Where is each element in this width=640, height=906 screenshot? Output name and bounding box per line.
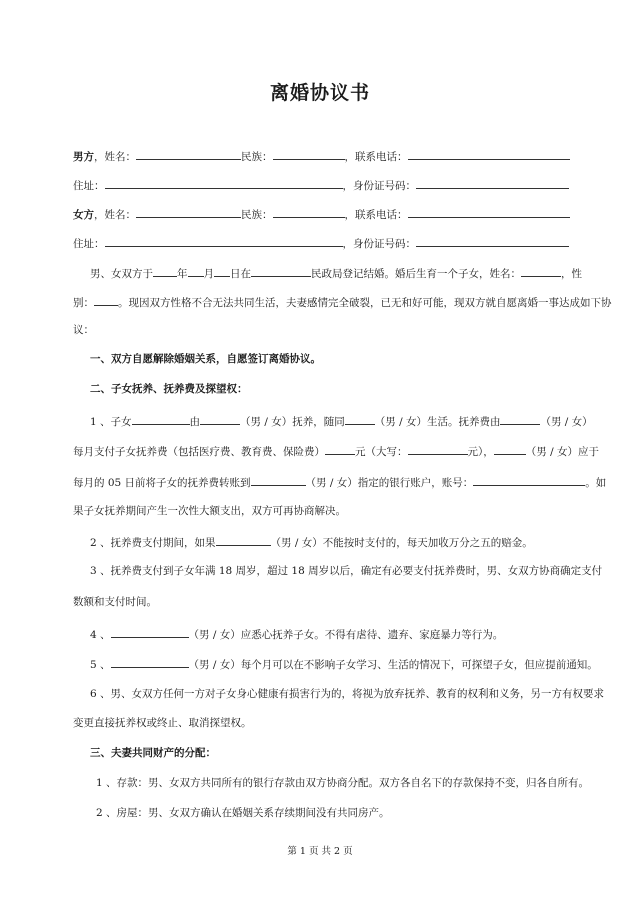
- wife-phone-field[interactable]: [408, 206, 570, 218]
- husband-address-field[interactable]: [105, 177, 343, 189]
- clause-1-line-1: 1 、子女 由 （男 / 女）抚养，随同 （男 / 女）生活。抚养费由 （男 / 女）: [90, 413, 590, 429]
- registry-office-field[interactable]: [251, 265, 311, 277]
- child-name-field[interactable]: [521, 265, 561, 277]
- wife-address-row: 住址： ，身份证号码：: [73, 235, 573, 251]
- marriage-year-field[interactable]: [153, 265, 177, 277]
- clause-3-line-2: 数额和支付时间。: [73, 596, 157, 608]
- section-3-heading: 三、夫妻共同财产的分配：: [90, 747, 216, 759]
- intro-line-1: 男、女双方于 年 月 日在 民政局登记结婚。婚后生育一个子女，姓名： ，性: [90, 265, 590, 281]
- clause-1-line-3: 每月的 05 日前将子女的抚养费转账到 （男 / 女）指定的银行账户，账号： 。如: [73, 474, 573, 490]
- husband-address-row: 住址： ，身份证号码：: [73, 177, 573, 193]
- late-payer-field[interactable]: [216, 534, 271, 546]
- bank-account-field[interactable]: [473, 474, 585, 486]
- receiving-party-field[interactable]: [251, 474, 306, 486]
- husband-name-field[interactable]: [136, 148, 241, 160]
- wife-label: 女方: [73, 209, 94, 221]
- clause-4-line-1: 4 、 （男 / 女）应悉心抚养子女。不得有虐待、遗弃、家庭暴力等行为。: [90, 626, 590, 642]
- wife-name-field[interactable]: [136, 206, 241, 218]
- caring-party-field[interactable]: [111, 626, 189, 638]
- husband-info-row: 男方，姓名： 民族： ，联系电话：: [73, 148, 573, 164]
- wife-id-field[interactable]: [416, 235, 569, 247]
- custody-party-field[interactable]: [200, 413, 240, 425]
- intro-line-3: 议：: [73, 324, 94, 336]
- support-amount-words-field[interactable]: [408, 443, 468, 455]
- wife-address-field[interactable]: [105, 235, 343, 247]
- property-clause-1: 1 、存款：男、女双方共同所有的银行存款由双方协商分配。双方各自名下的存款保持不变，归各自所有。: [96, 777, 590, 789]
- visiting-party-field[interactable]: [111, 656, 189, 668]
- clause-6-line-2: 变更直接抚养权或终止、取消探望权。: [73, 717, 252, 729]
- husband-label: 男方: [73, 151, 94, 163]
- living-party-field[interactable]: [345, 413, 375, 425]
- page-footer: 第 1 页 共 2 页: [287, 846, 353, 857]
- intro-line-2: 别： 。现因双方性格不合无法共同生活，夫妻感情完全破裂，已无和好可能，现双方就自愿离婚一事达成如下协: [73, 294, 573, 310]
- clause-6-line-1: 6 、男、女双方任何一方对子女身心健康有损害行为的，将视为放弃抚养、教育的权利和义务，另一方有权要求: [90, 688, 605, 700]
- support-amount-field[interactable]: [325, 443, 355, 455]
- child-gender-field[interactable]: [94, 294, 118, 306]
- marriage-day-field[interactable]: [214, 265, 230, 277]
- support-payer-field[interactable]: [500, 413, 540, 425]
- husband-phone-field[interactable]: [408, 148, 570, 160]
- clause-1-line-4: 果子女抚养期间产生一次性大额支出，双方可再协商解决。: [73, 505, 346, 517]
- payer-party-field[interactable]: [494, 443, 526, 455]
- clause-2-line-1: 2 、抚养费支付期间，如果 （男 / 女）不能按时支付的，每天加收万分之五的赔金。: [90, 534, 590, 550]
- section-1-heading: 一、双方自愿解除婚姻关系，自愿签订离婚协议。: [90, 353, 321, 365]
- section-2-heading: 二、子女抚养、抚养费及探望权：: [90, 383, 248, 395]
- clause-5-line-1: 5 、 （男 / 女）每个月可以在不影响子女学习、生活的情况下，可探望子女，但应提前通知。: [90, 656, 590, 672]
- document-title: 离婚协议书: [269, 82, 370, 104]
- clause-3-line-1: 3 、抚养费支付到子女年满 18 周岁，超过 18 周岁以后，确定有必要支付抚养费时，男、女双方协商确定支付: [90, 565, 603, 577]
- wife-info-row: 女方，姓名： 民族： ，联系电话：: [73, 206, 573, 222]
- child-field[interactable]: [132, 413, 190, 425]
- husband-id-field[interactable]: [416, 177, 569, 189]
- husband-ethnicity-field[interactable]: [273, 148, 345, 160]
- property-clause-2: 2 、房屋：男、女双方确认在婚姻关系存续期间没有共同房产。: [96, 807, 390, 819]
- clause-1-line-2: 每月支付子女抚养费（包括医疗费、教育费、保险费） 元（大写： 元）， （男 / 女）应于: [73, 443, 573, 459]
- wife-ethnicity-field[interactable]: [273, 206, 345, 218]
- marriage-month-field[interactable]: [188, 265, 204, 277]
